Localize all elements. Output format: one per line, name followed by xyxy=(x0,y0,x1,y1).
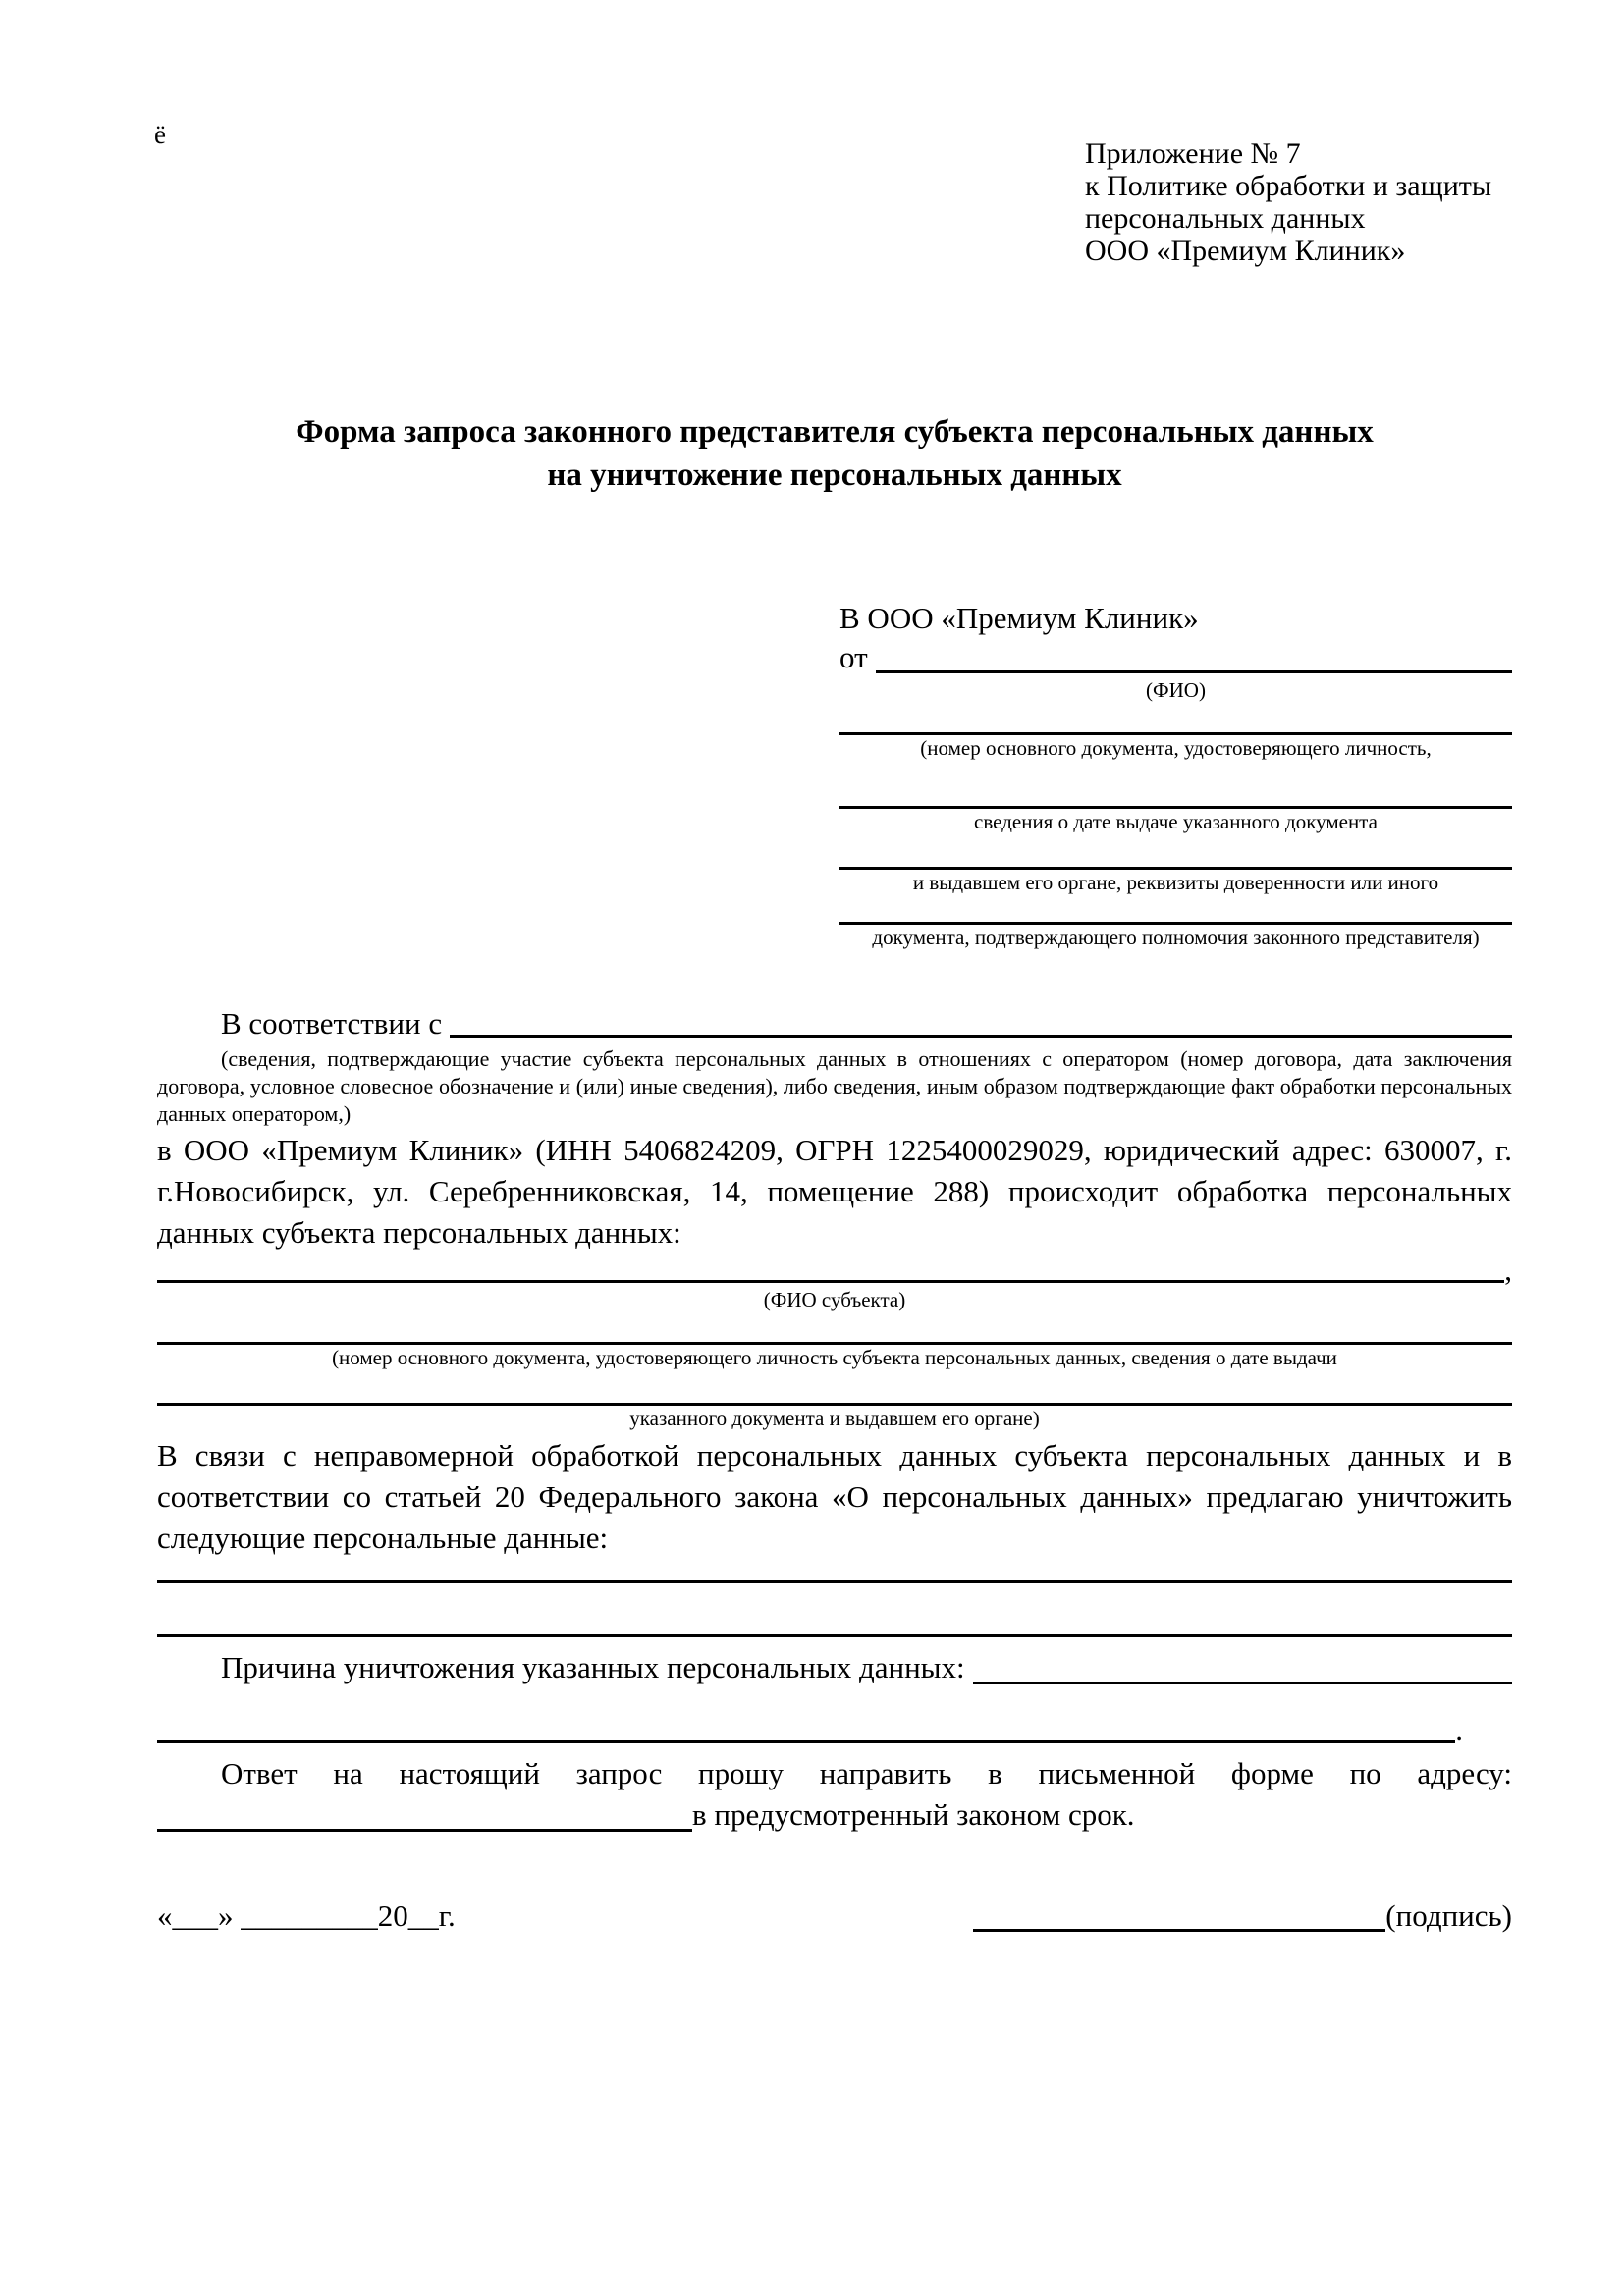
signature-caption: (подпись) xyxy=(1385,1898,1512,1933)
document-title-line-1: Форма запроса законного представителя субъекта персональных данных xyxy=(296,414,1374,450)
appendix-line-2: к Политике обработки и защиты xyxy=(1085,170,1492,202)
caption-subject-doc-1: (номер основного документа, удостоверяющего личность субъекта персональных данных, сведения о дате выдачи xyxy=(332,1346,1337,1369)
signature-row xyxy=(157,1896,1512,1936)
caption-representative-doc-2: сведения о дате выдаче указанного документа xyxy=(974,810,1378,833)
caption-subject-fio: (ФИО субъекта) xyxy=(763,1288,906,1311)
reason-lead: Причина уничтожения указанных персональных данных: xyxy=(221,1650,965,1684)
from-fill-line xyxy=(876,670,1512,673)
data-blank-line-1 xyxy=(157,1580,1512,1583)
period-suffix: . xyxy=(1455,1713,1463,1747)
stray-character: ё xyxy=(154,120,166,149)
accordance-fill-line xyxy=(450,1035,1512,1038)
operator-paragraph: в ООО «Премиум Клиник» (ИНН 5406824209, ОГРН 1225400029029, юридический адрес: 630007, г. г.Новосибирск, ул. Серебренниковская, 14, помещение 288) происходит обработка персональных данных субъекта персональных данных: xyxy=(157,1133,1512,1250)
data-blank-line-2 xyxy=(157,1634,1512,1637)
answer-address-row xyxy=(157,1794,1512,1836)
addressee-to: В ООО «Премиум Клиник» xyxy=(839,601,1199,635)
caption-fio: (ФИО) xyxy=(1146,678,1206,702)
reason-continuation-line xyxy=(157,1740,1455,1743)
from-label: от xyxy=(839,640,868,674)
reason-fill-line xyxy=(973,1682,1512,1684)
answer-paragraph: Ответ на настоящий запрос прошу направить в письменной форме по адресу: xyxy=(221,1756,1512,1790)
accordance-row xyxy=(157,1005,1512,1041)
appendix-line-1: Приложение № 7 xyxy=(1085,137,1301,170)
appendix-header xyxy=(1085,137,1512,267)
unlawful-paragraph: В связи с неправомерной обработкой персональных данных субъекта персональных данных и в соответствии со статьей 20 Федерального закона «О персональных данных» предлагаю уничтожить следующие персональные данные: xyxy=(157,1438,1512,1555)
answer-address-line xyxy=(157,1829,692,1832)
reason-continuation-row xyxy=(157,1714,1463,1747)
caption-subject-doc-2: указанного документа и выдавшем его органе) xyxy=(629,1407,1040,1430)
document-title-line-2: на уничтожение персональных данных xyxy=(547,457,1122,493)
caption-representative-doc-4: документа, подтверждающего полномочия законного представителя) xyxy=(872,926,1480,949)
accordance-note: (сведения, подтверждающие участие субъекта персональных данных в отношениях с оператором (номер договора, дата заключения договора, условное словесное обозначение и (или) иные сведения), либо сведения, иным образом подтверждающие факт обработки персональных данных оператором,) xyxy=(157,1046,1512,1126)
appendix-line-4: ООО «Премиум Клиник» xyxy=(1085,235,1406,267)
signature-line xyxy=(973,1929,1385,1932)
document-title xyxy=(157,410,1512,497)
signature-date: «___» _________20__г. xyxy=(157,1898,456,1933)
caption-representative-doc-1: (номер основного документа, удостоверяющего личность, xyxy=(920,736,1432,760)
accordance-lead: В соответствии с xyxy=(221,1006,443,1041)
appendix-line-3: персональных данных xyxy=(1085,202,1366,235)
comma-suffix: , xyxy=(1504,1253,1512,1287)
answer-tail: в предусмотренный законом срок. xyxy=(692,1797,1135,1832)
reason-row xyxy=(157,1647,1512,1688)
addressee-block xyxy=(839,599,1512,950)
subject-fio-line xyxy=(157,1280,1504,1283)
caption-representative-doc-3: и выдавшем его органе, реквизиты доверенности или иного xyxy=(912,871,1439,894)
subject-fio-row xyxy=(157,1254,1512,1287)
document-content xyxy=(157,0,1512,1936)
signature-right-group xyxy=(973,1896,1512,1936)
from-field-row xyxy=(839,638,1512,677)
